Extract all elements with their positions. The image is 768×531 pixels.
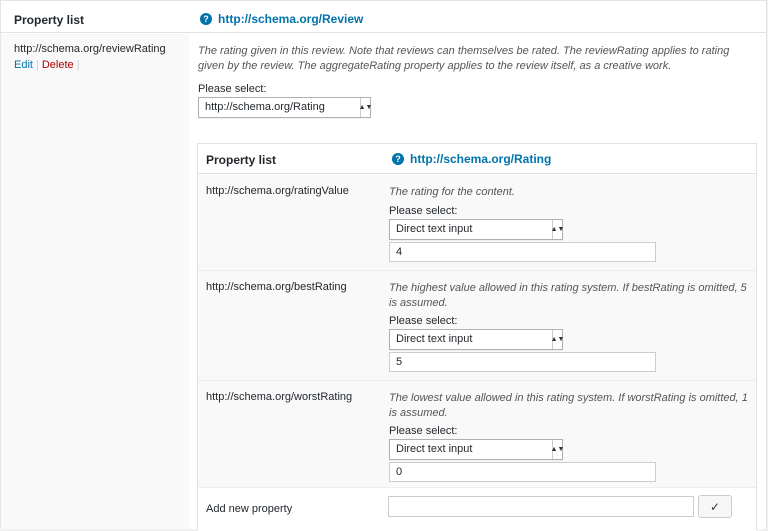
select-arrow-icon: ▲▼ bbox=[360, 98, 370, 117]
select-arrow-icon: ▲▼ bbox=[552, 330, 562, 349]
table-row bbox=[198, 381, 756, 488]
outer-header-type bbox=[200, 12, 363, 26]
outer-header-label: Property list bbox=[14, 13, 85, 27]
add-property-input[interactable] bbox=[388, 496, 694, 517]
edit-link[interactable]: Edit bbox=[14, 59, 33, 71]
outer-table-header bbox=[1, 1, 766, 33]
outer-left-column bbox=[1, 34, 189, 529]
property-name: http://schema.org/worstRating bbox=[206, 391, 353, 403]
please-select-label: Please select: bbox=[389, 205, 458, 217]
checkmark-icon: ✓ bbox=[709, 499, 721, 514]
property-name: http://schema.org/ratingValue bbox=[206, 185, 349, 197]
property-description: The lowest value allowed in this rating system. If worstRating is omitted, 1 is assumed. bbox=[389, 392, 748, 419]
type-select[interactable] bbox=[198, 97, 371, 118]
value-source-select[interactable] bbox=[389, 219, 563, 240]
rating-value-input[interactable]: 4 bbox=[389, 242, 656, 262]
property-name-review-rating: http://schema.org/reviewRating bbox=[14, 43, 166, 55]
trailing-separator: | bbox=[76, 59, 80, 71]
select-arrow-icon: ▲▼ bbox=[552, 440, 562, 459]
best-rating-input[interactable]: 5 bbox=[389, 352, 656, 372]
value-source-select-value: Direct text input bbox=[396, 443, 473, 455]
please-select-label: Please select: bbox=[198, 83, 267, 95]
inner-property-table bbox=[197, 143, 757, 530]
help-icon[interactable]: ? bbox=[200, 13, 212, 25]
review-rating-description: The rating given in this review. Note that reviews can themselves be rated. The reviewRating applies to rating given by the review. The aggregateRating property applies to the review itself, as a creative work. bbox=[198, 45, 730, 72]
property-description: The highest value allowed in this rating system. If bestRating is omitted, 5 is assumed. bbox=[389, 282, 747, 309]
property-name: http://schema.org/bestRating bbox=[206, 281, 347, 293]
please-select-label: Please select: bbox=[389, 315, 458, 327]
inner-header-label: Property list bbox=[206, 153, 277, 167]
value-source-select[interactable] bbox=[389, 329, 563, 350]
row-actions bbox=[14, 59, 82, 71]
inner-table-header bbox=[198, 144, 756, 174]
inner-header-type bbox=[392, 152, 551, 166]
help-icon[interactable]: ? bbox=[392, 153, 404, 165]
table-row bbox=[198, 175, 756, 271]
add-property-row bbox=[198, 488, 756, 531]
worst-rating-input[interactable]: 0 bbox=[389, 462, 656, 482]
confirm-add-button[interactable] bbox=[698, 495, 732, 518]
value-source-select-value: Direct text input bbox=[396, 223, 473, 235]
review-type-link[interactable]: http://schema.org/Review bbox=[218, 12, 364, 26]
value-source-select[interactable] bbox=[389, 439, 563, 460]
table-row bbox=[198, 271, 756, 381]
add-property-label: Add new property bbox=[206, 503, 293, 515]
action-separator: | bbox=[35, 59, 39, 71]
delete-link[interactable]: Delete bbox=[41, 59, 74, 71]
rating-type-link[interactable]: http://schema.org/Rating bbox=[410, 152, 552, 166]
select-arrow-icon: ▲▼ bbox=[552, 220, 562, 239]
please-select-label: Please select: bbox=[389, 425, 458, 437]
property-description: The rating for the content. bbox=[389, 186, 515, 198]
type-select-value: http://schema.org/Rating bbox=[205, 101, 325, 113]
value-source-select-value: Direct text input bbox=[396, 333, 473, 345]
